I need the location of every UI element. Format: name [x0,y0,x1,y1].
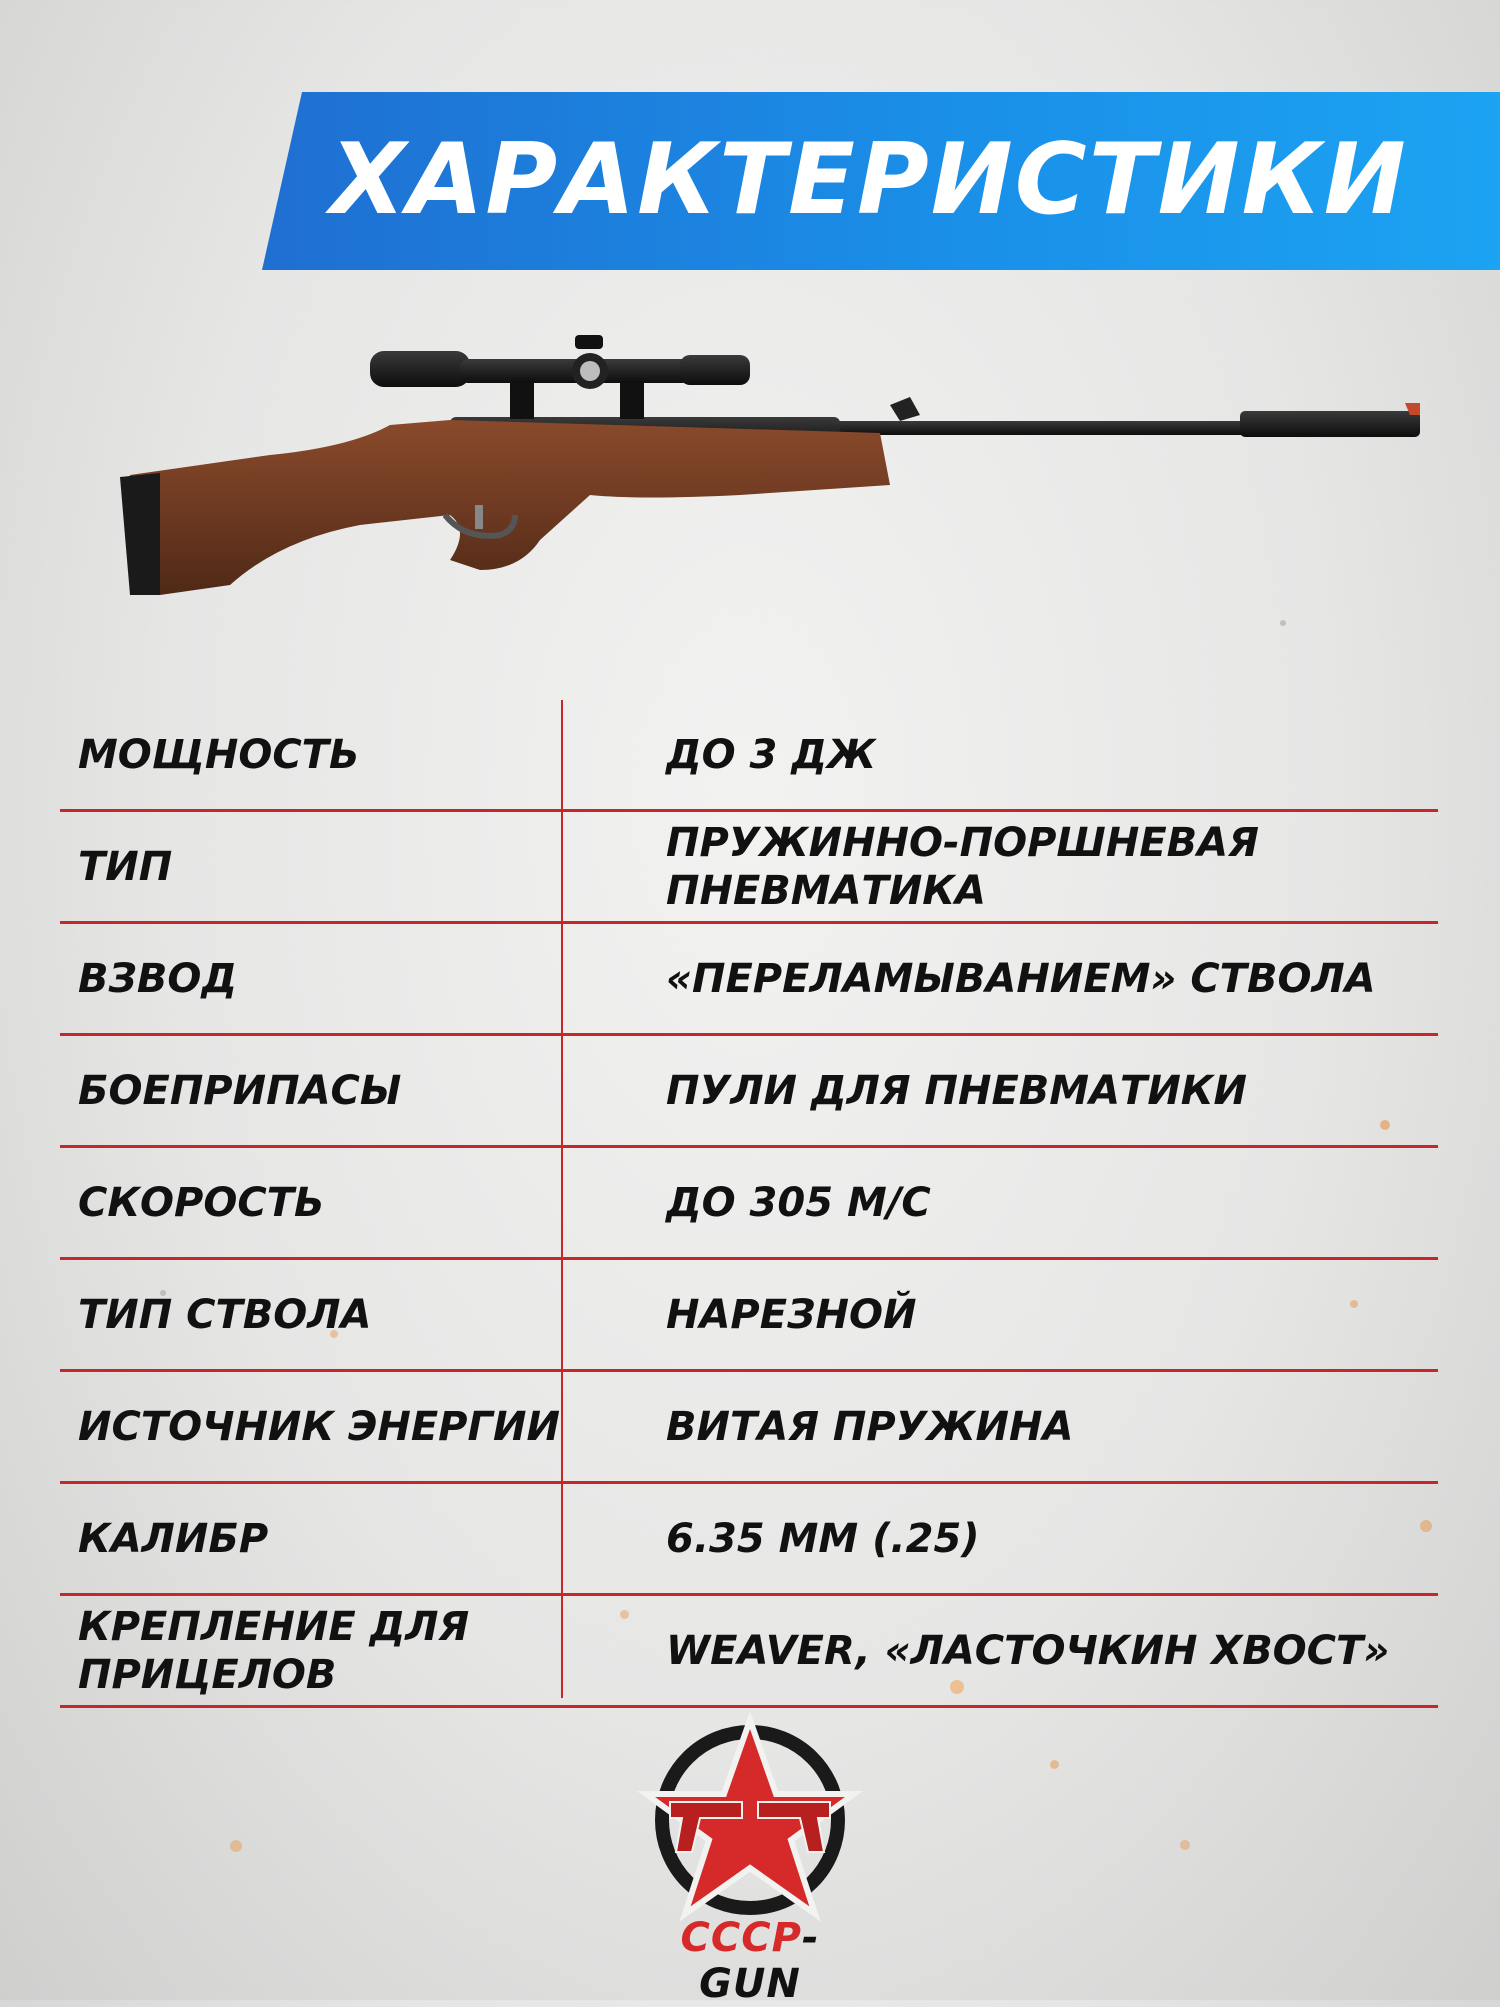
spec-label: ТИП СТВОЛА [78,1291,372,1338]
spec-row-barrel-type [60,1260,1438,1372]
spec-row-energy-source [60,1372,1438,1484]
spec-row-speed [60,1148,1438,1260]
spec-row-scope-mount [60,1596,1438,1708]
spec-value: ДО 305 М/С [666,1179,931,1226]
spec-value: ДО 3 ДЖ [666,731,876,778]
spec-label: ВЗВОД [78,955,238,1002]
spec-label: КАЛИБР [78,1515,269,1562]
brand-name-part1: СССР [680,1915,802,1961]
spec-row-type [60,812,1438,924]
page-title: ХАРАКТЕРИСТИКИ [330,123,1408,237]
spec-value: НАРЕЗНОЙ [666,1291,917,1338]
air-rifle-icon [120,325,1420,625]
spec-value: ВИТАЯ ПРУЖИНА [666,1403,1074,1450]
spec-value: ПРУЖИННО-ПОРШНЕВАЯ ПНЕВМАТИКА [666,819,1259,914]
spec-label: ИСТОЧНИК ЭНЕРГИИ [78,1403,560,1450]
spec-value: 6.35 ММ (.25) [666,1515,980,1562]
spark-decoration [230,1840,242,1852]
spec-label: СКОРОСТЬ [78,1179,325,1226]
brand-name [630,1915,870,2007]
spec-row-cocking [60,924,1438,1036]
spec-label: ТИП [78,843,173,890]
spark-decoration [1180,1840,1190,1850]
spec-label: МОЩНОСТЬ [78,731,360,778]
spec-table [60,700,1438,1708]
spec-value: WEAVER, «ЛАСТОЧКИН ХВОСТ» [666,1627,1390,1674]
spec-value: «ПЕРЕЛАМЫВАНИЕМ» СТВОЛА [666,955,1376,1002]
spec-label: КРЕПЛЕНИЕ ДЛЯ ПРИЦЕЛОВ [78,1603,470,1698]
spec-row-power [60,700,1438,812]
spec-label: БОЕПРИПАСЫ [78,1067,402,1114]
spec-row-caliber [60,1484,1438,1596]
brand-name-part2: -GUN [699,1915,820,2007]
spark-decoration [1050,1760,1059,1769]
spec-value: ПУЛИ ДЛЯ ПНЕВМАТИКИ [666,1067,1247,1114]
spec-row-ammo [60,1036,1438,1148]
